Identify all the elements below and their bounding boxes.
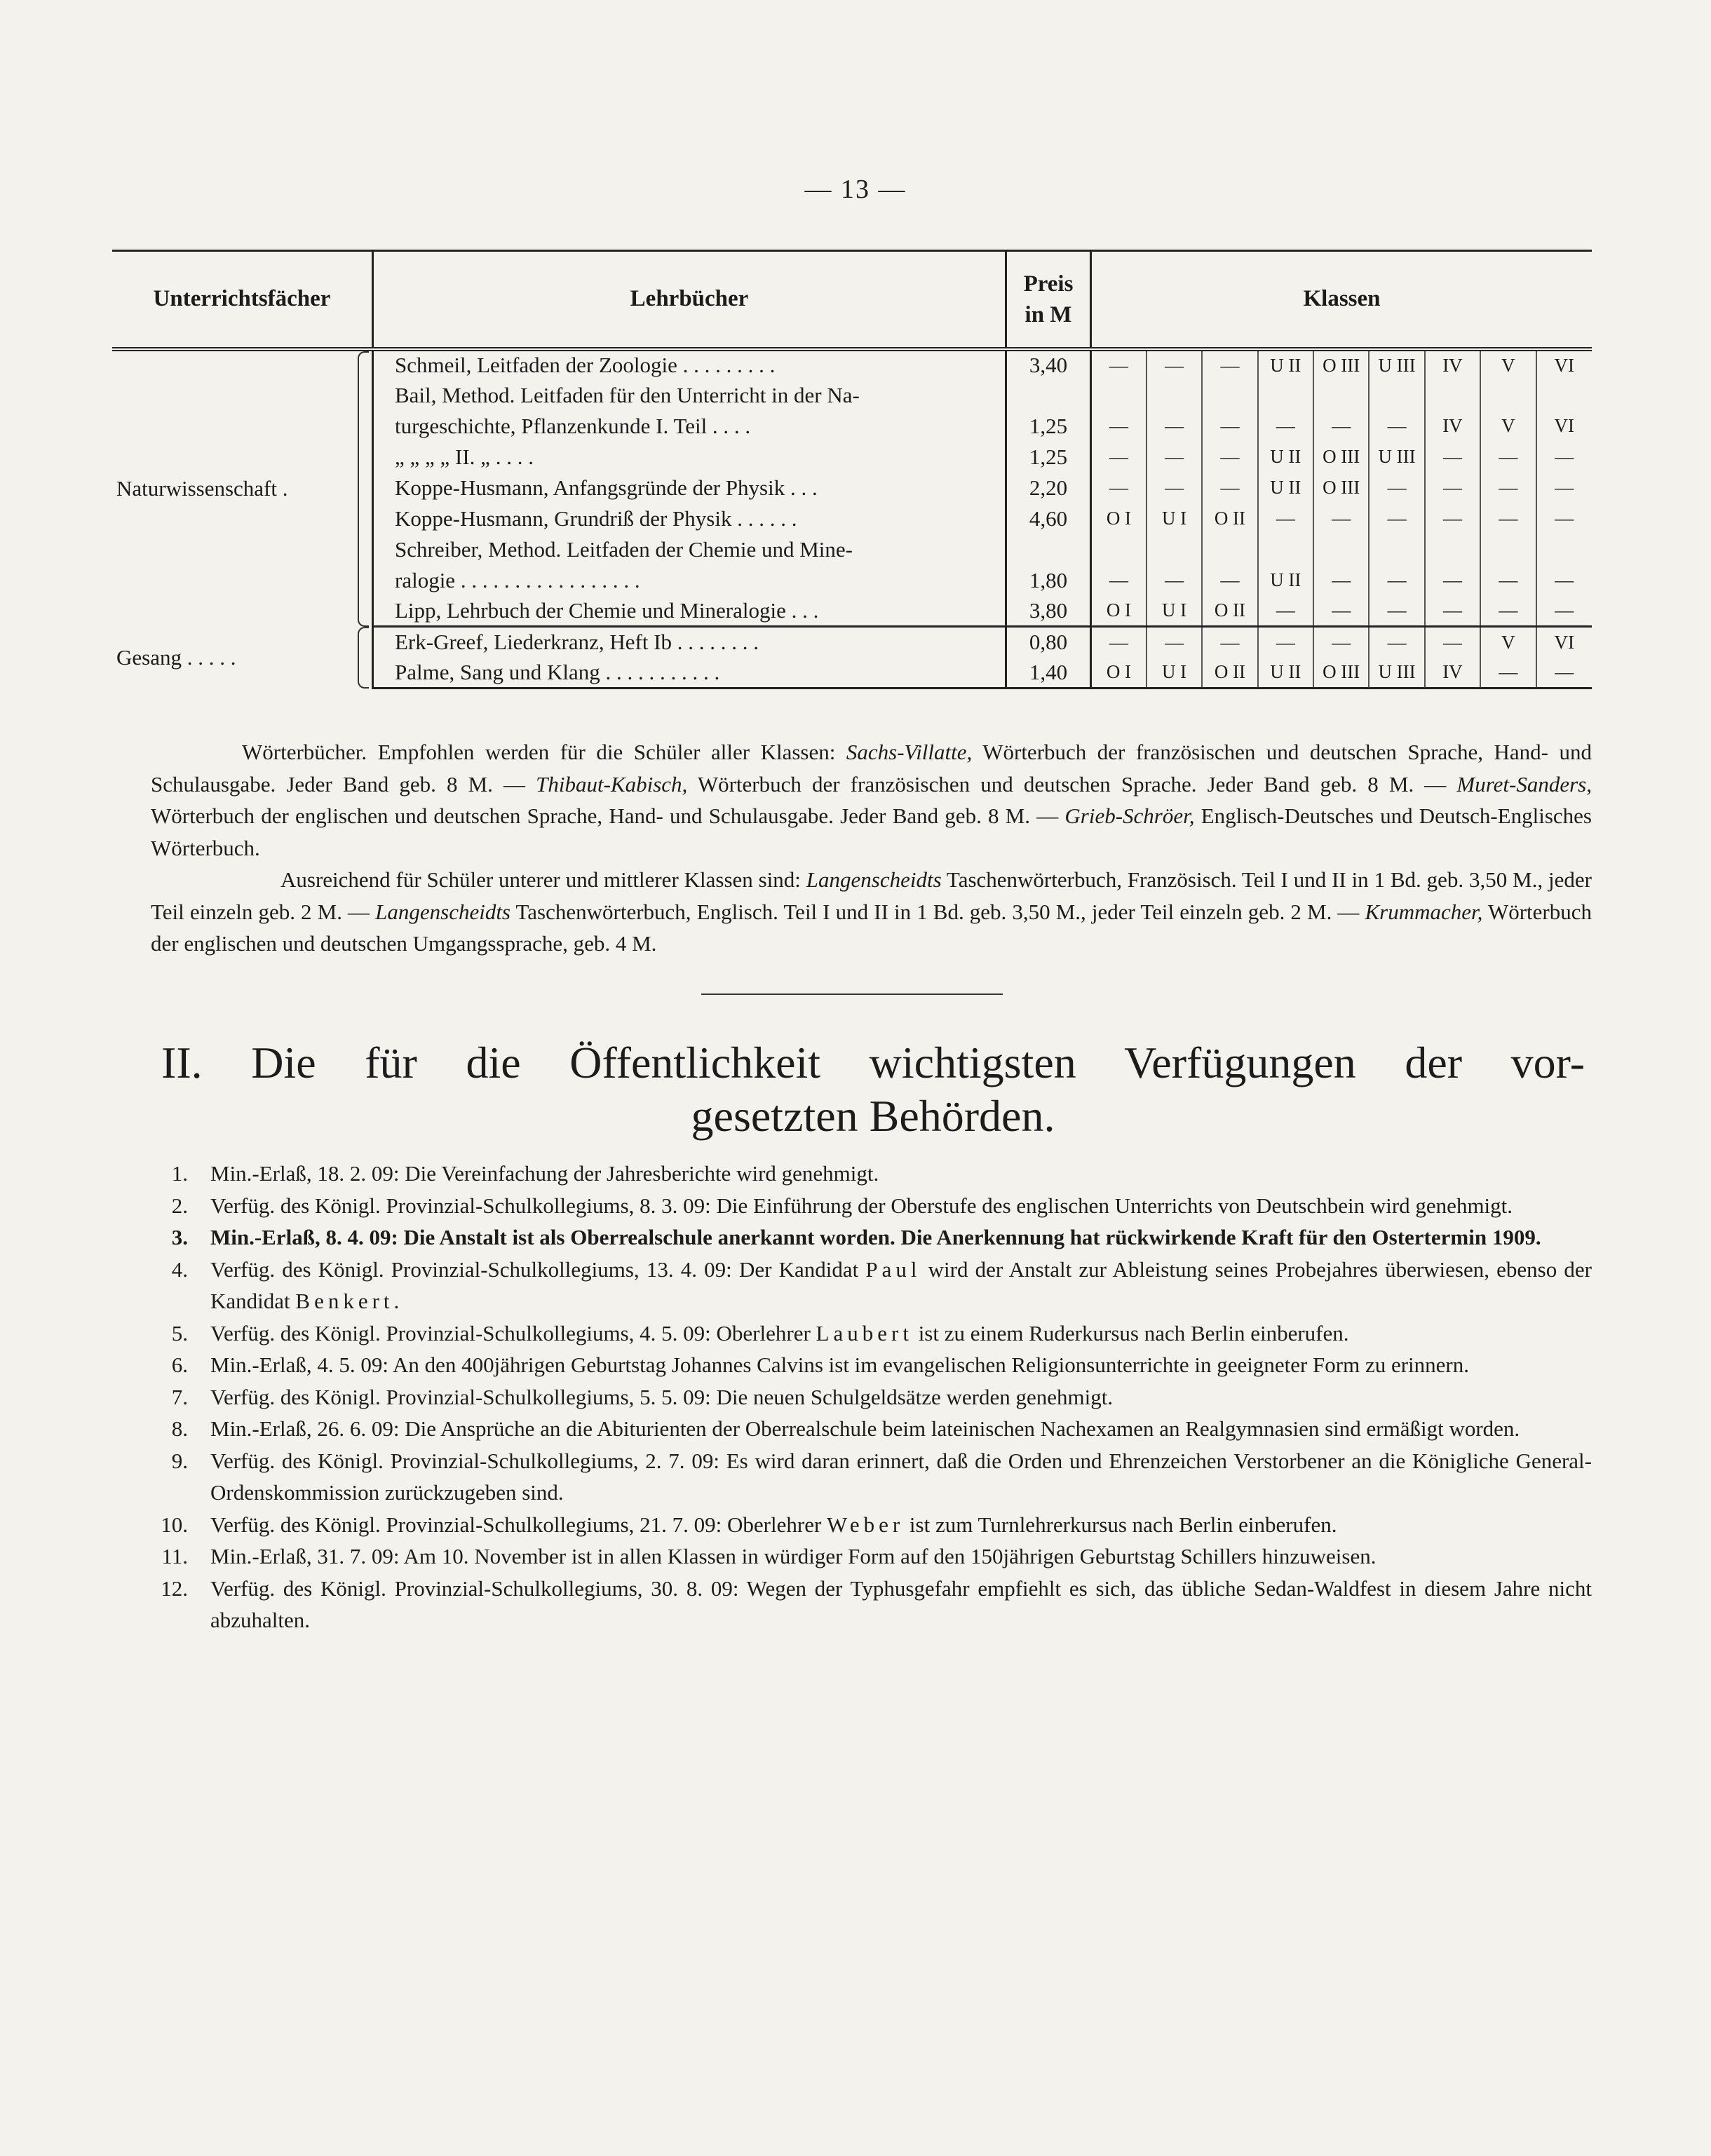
class-cell: —	[1480, 596, 1536, 627]
book-price: 3,40	[1006, 349, 1091, 380]
decree-number: 6.	[171, 1352, 188, 1377]
book-title: Koppe-Husmann, Anfangsgründe der Physik . . .	[373, 473, 1006, 503]
class-cell	[1258, 534, 1313, 565]
class-cell: —	[1202, 627, 1257, 658]
class-cell: V	[1480, 411, 1536, 442]
class-cell: U I	[1147, 596, 1202, 627]
class-cell: U II	[1258, 442, 1313, 473]
decree-text: Verfüg. des Königl. Provinzial-Schulkollegiums, 13. 4. 09: Der Kandidat	[210, 1256, 866, 1282]
class-cell: O III	[1313, 473, 1369, 503]
decree-number: 7.	[171, 1384, 188, 1409]
class-cell: —	[1202, 565, 1257, 596]
dict-p1-text-5: Englisch-Deutsches und Deutsch-Englisches Wörterbuch.	[151, 804, 1592, 860]
header-price-line2: in M	[1024, 301, 1072, 327]
class-cell: —	[1091, 473, 1147, 503]
class-cell: —	[1536, 596, 1592, 627]
class-cell: VI	[1554, 631, 1574, 653]
decree-text: Min.-Erlaß, 4. 5. 09: An den 400jährigen Geburtstag Johannes Calvins ist im evangelischen Religionsunterrichte in geeigneter Form zu erinnern.	[210, 1352, 1470, 1377]
decree-number: 11.	[161, 1544, 188, 1568]
book-price: 2,20	[1006, 473, 1091, 503]
decree-person-name: Paul	[865, 1256, 921, 1282]
book-title: turgeschichte, Pflanzenkunde I. Teil . . . .	[373, 411, 1006, 442]
book-title: ralogie . . . . . . . . . . . . . . . . .	[373, 565, 1006, 596]
decree-number: 4.	[171, 1256, 188, 1282]
decree-number: 8.	[171, 1416, 188, 1441]
dict-title-sachs-villatte: Sachs-Villatte,	[846, 740, 973, 764]
class-cell: —	[1091, 565, 1147, 596]
class-cell: —	[1425, 442, 1480, 473]
class-cell	[1425, 380, 1480, 411]
dict-title-krummacher: Krummacher,	[1365, 899, 1483, 924]
class-cell: —	[1480, 473, 1536, 503]
book-title: Koppe-Husmann, Grundriß der Physik . . . . . .	[373, 503, 1006, 534]
class-cell	[1369, 380, 1424, 411]
dictionary-recommendations	[151, 736, 1592, 960]
class-cell: —	[1425, 627, 1480, 658]
textbook-table	[112, 250, 1592, 689]
class-cell: —	[1425, 596, 1480, 627]
class-cell	[1202, 380, 1257, 411]
header-price	[1006, 251, 1091, 349]
class-cell: O I	[1091, 596, 1147, 627]
decree-text: wird der Anstalt zur Ableistung seines Probejahres überwiesen, ebenso der Kandidat	[210, 1256, 1592, 1313]
class-cell: —	[1369, 503, 1424, 534]
class-cell: V	[1480, 627, 1536, 658]
header-subjects: Unterrichtsfächer	[112, 251, 373, 349]
brace	[358, 627, 369, 689]
dict-title-muret-sanders: Muret-Sanders,	[1456, 771, 1592, 796]
decree-number: 9.	[171, 1448, 188, 1473]
decree-item	[140, 1254, 1592, 1317]
decree-text: .	[393, 1289, 400, 1313]
class-cell: —	[1555, 446, 1574, 467]
decree-text: Verfüg. des Königl. Provinzial-Schulkollegiums, 2. 7. 09: Es wird daran erinnert, daß die Orden und Ehrenzeichen Verstorbener an die Königliche General-Ordenskommission zurückzugeben sind.	[210, 1448, 1592, 1505]
decree-item	[140, 1190, 1592, 1222]
decree-number: 1.	[171, 1161, 188, 1186]
decree-item	[140, 1509, 1592, 1541]
dict-title-thibaut-kabisch: Thibaut-Kabisch,	[536, 771, 688, 796]
dict-p1-text-3: Wörterbuch der französischen und deutschen Sprache. Jeder Band geb. 8 M. —	[687, 771, 1457, 796]
book-price	[1006, 534, 1091, 565]
decree-text: Min.-Erlaß, 31. 7. 09: Am 10. November ist in allen Klassen in würdiger Form auf den 150jährigen Geburtstag Schillers hinzuweisen.	[210, 1544, 1377, 1568]
class-cell: —	[1147, 349, 1202, 380]
class-cell: —	[1313, 565, 1369, 596]
class-cell: —	[1258, 627, 1313, 658]
subject-label: Gesang . . . . .	[116, 644, 236, 670]
section-title-line-2: gesetzten Behörden.	[691, 1091, 1055, 1141]
class-cell: VI	[1554, 415, 1574, 436]
decree-list	[140, 1158, 1592, 1636]
class-cell: —	[1555, 569, 1574, 590]
decree-number: 5.	[171, 1320, 188, 1345]
class-cell: —	[1147, 565, 1202, 596]
class-cell: VI	[1554, 354, 1574, 376]
book-title: Bail, Method. Leitfaden für den Unterricht in der Na-	[373, 380, 1006, 411]
class-cell	[1536, 380, 1592, 411]
class-cell: IV	[1425, 349, 1480, 380]
class-cell: U II	[1258, 349, 1313, 380]
class-cell	[1369, 534, 1424, 565]
decree-person-name: Benkert	[295, 1289, 394, 1313]
class-cell: IV	[1425, 411, 1480, 442]
class-cell: —	[1202, 349, 1257, 380]
book-price: 1,25	[1006, 411, 1091, 442]
class-cell	[1313, 534, 1369, 565]
class-cell: O II	[1202, 596, 1257, 627]
subject-cell	[112, 627, 373, 689]
decree-text: ist zum Turnlehrerkursus nach Berlin einberufen.	[904, 1512, 1337, 1537]
class-cell: —	[1091, 349, 1147, 380]
subject-label: Naturwissenschaft .	[116, 476, 288, 501]
class-cell: —	[1369, 565, 1424, 596]
class-cell: —	[1258, 503, 1313, 534]
class-cell: —	[1425, 473, 1480, 503]
decree-number: 3.	[171, 1225, 188, 1249]
class-cell: —	[1258, 411, 1313, 442]
decree-item	[140, 1221, 1592, 1254]
book-title: Schreiber, Method. Leitfaden der Chemie und Mine-	[373, 534, 1006, 565]
book-title: Palme, Sang und Klang . . . . . . . . . . .	[373, 658, 1006, 689]
decree-item	[140, 1349, 1592, 1381]
header-price-line1: Preis	[1023, 271, 1074, 297]
header-books: Lehrbücher	[373, 251, 1006, 349]
brace	[358, 351, 369, 627]
decree-text: Verfüg. des Königl. Provinzial-Schulkollegiums, 4. 5. 09: Oberlehrer	[210, 1320, 816, 1345]
book-price: 3,80	[1006, 596, 1091, 627]
class-cell: U II	[1258, 565, 1313, 596]
dict-title-langenscheidts-fr: Langenscheidts	[806, 867, 942, 892]
decree-item	[140, 1413, 1592, 1445]
class-cell: —	[1147, 473, 1202, 503]
decree-text: Verfüg. des Königl. Provinzial-Schulkollegiums, 30. 8. 09: Wegen der Typhusgefahr empfiehlt es sich, das übliche Sedan-Waldfest in diesem Jahre nicht abzuhalten.	[210, 1575, 1592, 1632]
decree-text: Verfüg. des Königl. Provinzial-Schulkollegiums, 5. 5. 09: Die neuen Schulgeldsätze werden genehmigt.	[210, 1384, 1114, 1409]
class-cell: —	[1480, 442, 1536, 473]
class-cell: U I	[1147, 658, 1202, 689]
class-cell: O III	[1313, 658, 1369, 689]
book-title: „ „ „ „ II. „ . . . .	[373, 442, 1006, 473]
book-price: 0,80	[1006, 627, 1091, 658]
decree-item	[140, 1540, 1592, 1573]
class-cell: U II	[1258, 473, 1313, 503]
class-cell: U III	[1369, 442, 1424, 473]
book-price	[1006, 380, 1091, 411]
class-cell: —	[1258, 596, 1313, 627]
dict-p2-text-4: Wörterbuch der englischen und deutschen Umgangssprache, geb. 4 M.	[151, 899, 1592, 956]
class-cell: O III	[1313, 442, 1369, 473]
decree-number: 12.	[161, 1575, 188, 1601]
dict-title-grieb-schroeer: Grieb-Schröer,	[1064, 804, 1195, 828]
dict-p1-text-2: Wörterbuch der französischen und deutschen Sprache, Hand- und Schulausgabe. Jeder Band geb. 8 M. —	[151, 740, 1592, 796]
page-number: — 13 —	[804, 175, 907, 204]
decree-item	[140, 1317, 1592, 1350]
class-cell: V	[1480, 349, 1536, 380]
dict-title-langenscheidts-en: Langenscheidts	[375, 899, 510, 924]
class-cell: —	[1147, 411, 1202, 442]
section-title	[161, 1036, 1585, 1143]
class-cell: —	[1091, 627, 1147, 658]
class-cell: —	[1369, 411, 1424, 442]
decree-text: Min.-Erlaß, 8. 4. 09: Die Anstalt ist als Oberrealschule anerkannt worden. Die Anerkennung hat rückwirkende Kraft für den Ostertermin 1909.	[210, 1225, 1541, 1249]
class-cell: —	[1369, 473, 1424, 503]
class-cell: —	[1480, 503, 1536, 534]
class-cell	[1091, 380, 1147, 411]
class-cell: U I	[1147, 503, 1202, 534]
dictionary-paragraph-2	[151, 864, 1592, 960]
dict-p2-text-3: Taschenwörterbuch, Englisch. Teil I und II in 1 Bd. geb. 3,50 M., jeder Teil einzeln geb. 2 M. —	[510, 899, 1365, 924]
class-cell: —	[1313, 411, 1369, 442]
dict-p1-text: Wörterbücher. Empfohlen werden für die Schüler aller Klassen:	[242, 740, 846, 764]
decree-text: ist zu einem Ruderkursus nach Berlin einberufen.	[912, 1320, 1349, 1345]
class-cell: U III	[1369, 658, 1424, 689]
class-cell	[1147, 380, 1202, 411]
class-cell: —	[1480, 565, 1536, 596]
class-cell: O I	[1091, 658, 1147, 689]
decree-item	[140, 1445, 1592, 1509]
book-title: Lipp, Lehrbuch der Chemie und Mineralogie . . .	[373, 596, 1006, 627]
class-cell: U II	[1258, 658, 1313, 689]
decree-text: Verfüg. des Königl. Provinzial-Schulkollegiums, 21. 7. 09: Oberlehrer	[210, 1512, 827, 1537]
decree-item	[140, 1158, 1592, 1190]
decree-item	[140, 1381, 1592, 1413]
section-divider	[701, 994, 1003, 995]
section-title-line-1: II. Die für die Öffentlichkeit wichtigsten Verfügungen der vor-	[161, 1038, 1585, 1087]
class-cell: —	[1202, 442, 1257, 473]
class-cell: —	[1313, 596, 1369, 627]
decree-number: 2.	[171, 1193, 188, 1218]
table-row	[112, 349, 1592, 380]
dictionary-paragraph-1	[151, 736, 1592, 864]
class-cell: —	[1369, 596, 1424, 627]
decree-person-name: Laubert	[816, 1320, 913, 1345]
book-price: 1,25	[1006, 442, 1091, 473]
class-cell: —	[1555, 508, 1574, 529]
class-cell: O II	[1202, 503, 1257, 534]
class-cell	[1202, 534, 1257, 565]
book-title: Schmeil, Leitfaden der Zoologie . . . . . . . . .	[373, 349, 1006, 380]
class-cell: O III	[1313, 349, 1369, 380]
class-cell: —	[1147, 442, 1202, 473]
class-cell: —	[1313, 627, 1369, 658]
class-cell	[1480, 380, 1536, 411]
book-title: Erk-Greef, Liederkranz, Heft Ib . . . . . . . .	[373, 627, 1006, 658]
book-price: 1,80	[1006, 565, 1091, 596]
class-cell	[1536, 534, 1592, 565]
dict-p1-text-4: Wörterbuch der englischen und deutschen Sprache, Hand- und Schulausgabe. Jeder Band geb. 8 M. —	[151, 804, 1065, 828]
class-cell: —	[1202, 473, 1257, 503]
book-price: 1,40	[1006, 658, 1091, 689]
class-cell: —	[1425, 503, 1480, 534]
table-row	[112, 627, 1592, 658]
decree-text: Min.-Erlaß, 18. 2. 09: Die Vereinfachung der Jahresberichte wird genehmigt.	[210, 1161, 879, 1186]
class-cell: IV	[1425, 658, 1480, 689]
class-cell: —	[1425, 565, 1480, 596]
decree-number: 10.	[161, 1512, 188, 1537]
class-cell: —	[1202, 411, 1257, 442]
decree-text: Verfüg. des Königl. Provinzial-Schulkollegiums, 8. 3. 09: Die Einführung der Oberstufe des englischen Unterrichts von Deutschbein wird genehmigt.	[210, 1193, 1513, 1218]
decree-item	[140, 1573, 1592, 1636]
class-cell: —	[1536, 658, 1592, 689]
class-cell: —	[1091, 411, 1147, 442]
class-cell	[1147, 534, 1202, 565]
class-cell: O I	[1091, 503, 1147, 534]
class-cell: —	[1480, 658, 1536, 689]
class-cell: —	[1313, 503, 1369, 534]
class-cell: —	[1369, 627, 1424, 658]
class-cell: —	[1091, 442, 1147, 473]
class-cell	[1258, 380, 1313, 411]
decree-person-name: Weber	[827, 1512, 905, 1537]
dict-p2-text: Ausreichend für Schüler unterer und mittlerer Klassen sind:	[280, 867, 806, 892]
class-cell: —	[1147, 627, 1202, 658]
class-cell: O II	[1202, 658, 1257, 689]
dict-p2-text-2: Taschenwörterbuch, Französisch. Teil I und II in 1 Bd. geb. 3,50 M., jeder Teil einzeln geb. 2 M. —	[151, 867, 1592, 924]
decree-text: Min.-Erlaß, 26. 6. 09: Die Ansprüche an die Abiturienten der Oberrealschule beim lateinischen Nachexamen an Realgymnasien sind ermäßigt worden.	[210, 1416, 1520, 1441]
table-header-row	[112, 251, 1592, 349]
class-cell	[1313, 380, 1369, 411]
class-cell	[1425, 534, 1480, 565]
class-cell	[1091, 534, 1147, 565]
class-cell: U III	[1369, 349, 1424, 380]
class-cell: —	[1555, 477, 1574, 498]
class-cell	[1480, 534, 1536, 565]
subject-cell	[112, 349, 373, 627]
header-classes: Klassen	[1091, 251, 1592, 349]
book-price: 4,60	[1006, 503, 1091, 534]
